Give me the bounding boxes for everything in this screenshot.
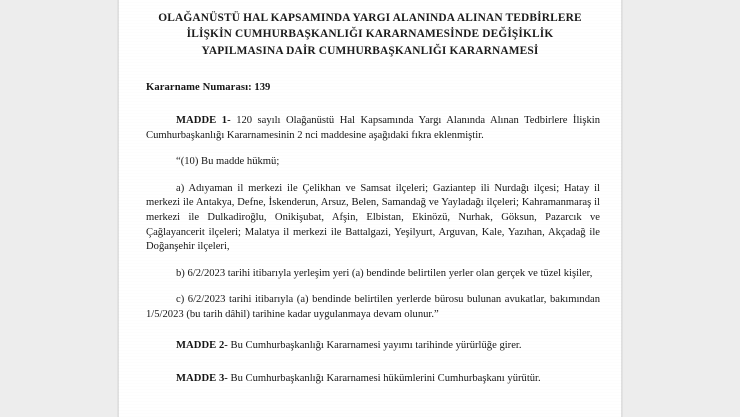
document-title-line-2: İLİŞKİN CUMHURBAŞKANLIĞI KARARNAMESİNDE DEĞİŞİKLİK	[186, 28, 554, 41]
decree-number	[146, 81, 608, 95]
quoted-clause-item-a: a) Adıyaman il merkezi ile Çelikhan ve Samsat ilçeleri; Gaziantep ili Nurdağı ilçesi; Hatay il merkezi ile Antakya, Defne, İskenderun, Arsuz, Belen, Samandağ ve Yayladağı ilçeleri; Kahramanmaraş il merkezi ile Dulkadiroğlu, Onikişubat, Afşin, Elbistan, Ekinözü, Nurhak, Göksun, Pazarcık ve Çağlayancerit ilçeleri; Malatya il merkezi ile Battalgazi, Yeşilyurt, Arguvan, Kale, Yazıhan, Akçadağ ile Doğanşehir ilçeleri,	[146, 182, 600, 253]
document-title	[132, 10, 608, 59]
document-title-line-1: OLAĞANÜSTÜ HAL KAPSAMINDA YARGI ALANINDA ALINAN TEDBİRLERE	[158, 12, 582, 24]
article-3	[146, 372, 600, 387]
page-left-edge	[118, 0, 119, 417]
quoted-clause-item-b: b) 6/2/2023 tarihi itibarıyla yerleşim yeri (a) bendinde belirtilen yerler olan gerçek ve tüzel kişiler,	[176, 267, 593, 279]
decree-number-label: Kararname Numarası:	[146, 82, 252, 94]
article-1	[146, 114, 600, 143]
article-3-marker: MADDE 3-	[176, 372, 228, 384]
article-1-marker: MADDE 1-	[176, 115, 231, 127]
article-2	[146, 339, 600, 354]
article-2-marker: MADDE 2-	[176, 340, 228, 352]
decree-number-value: 139	[254, 82, 271, 94]
article-2-text: Bu Cumhurbaşkanlığı Kararnamesi yayımı tarihinde yürürlüğe girer.	[227, 340, 522, 352]
article-1-text: 120 sayılı Olağanüstü Hal Kapsamında Yargı Alanında Alınan Tedbirlere İlişkin Cumhurbaşkanlığı Kararnamesinin 2 nci maddesine aşağıdaki fıkra eklenmiştir.	[146, 115, 600, 141]
quoted-clause-intro: “(10) Bu madde hükmü;	[176, 156, 280, 168]
document-body	[132, 114, 608, 386]
document-page	[118, 0, 622, 417]
article-3-text: Bu Cumhurbaşkanlığı Kararnamesi hükümlerini Cumhurbaşkanı yürütür.	[227, 372, 541, 384]
document-title-line-3: YAPILMASINA DAİR CUMHURBAŞKANLIĞI KARARNAMESİ	[201, 44, 539, 57]
page-right-edge	[621, 0, 622, 417]
quoted-clause-item-c: c) 6/2/2023 tarihi itibarıyla (a) bendinde belirtilen yerlerde bürosu bulunan avukatlar, bakımından 1/5/2023 (bu tarih dâhil) tarihine kadar uygulanmaya devam olunur.”	[146, 294, 600, 320]
